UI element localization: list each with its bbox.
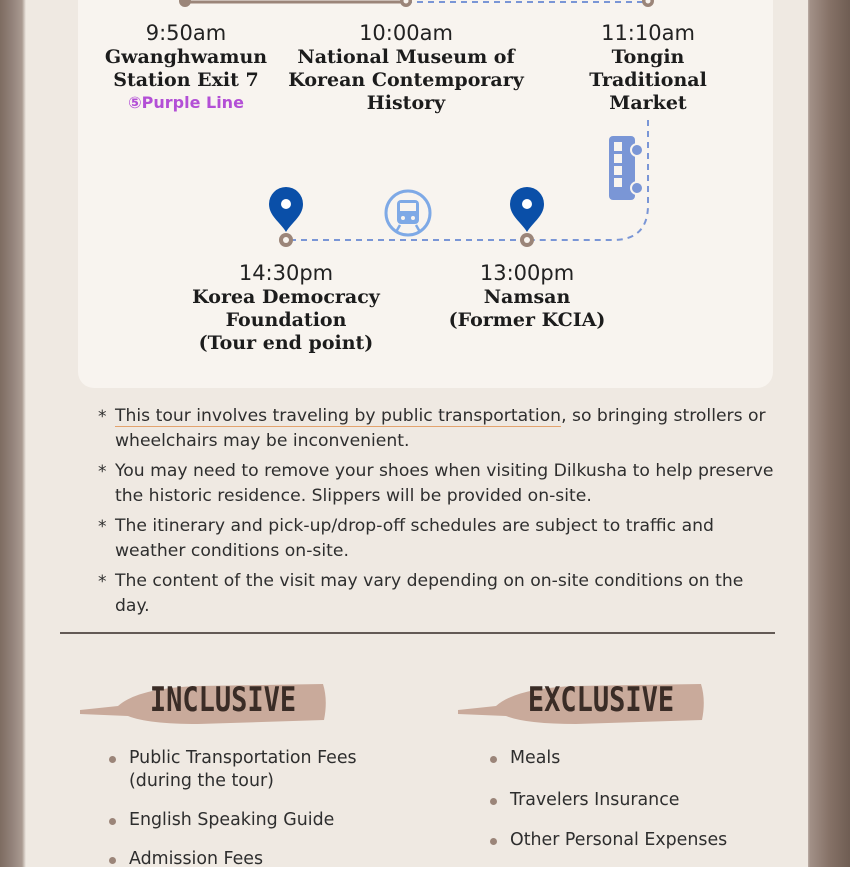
exclusive-item: Other Personal Expenses	[490, 829, 790, 852]
stop-name-line: Gwanghwamun	[104, 46, 268, 68]
note-item	[98, 569, 778, 619]
exclusive-banner	[456, 680, 706, 726]
stop-namsan	[449, 260, 606, 332]
section-divider	[60, 632, 775, 634]
stop-time: 14:30pm	[238, 261, 334, 285]
exclusive-item: Meals	[490, 747, 790, 770]
stop-time: 9:50am	[145, 21, 227, 45]
stop-name-line: History	[366, 92, 446, 114]
note-bullet: *	[98, 572, 107, 592]
subway-line-badge: ⑤Purple Line	[128, 93, 244, 112]
exclusive-list	[490, 747, 790, 852]
note-text: , so bringing strollers or wheelchairs may be inconvenient.	[115, 406, 766, 451]
stop-name-line: Foundation	[225, 309, 347, 331]
stop-name-line: Market	[609, 92, 687, 114]
bus-icon	[609, 136, 643, 200]
route-dot	[179, 0, 191, 7]
note-highlight: This tour involves traveling by public transportation	[115, 406, 562, 426]
stop-korea-democracy-foundation	[192, 260, 380, 355]
stop-name-line: Korean Contemporary	[288, 69, 524, 91]
stop-time: 11:10am	[601, 21, 695, 45]
stop-name-line: Station Exit 7	[113, 69, 259, 91]
stop-name-line: (Former KCIA)	[448, 309, 606, 331]
stop-name-line: Tongin	[611, 46, 685, 68]
inclusive-item: Admission Fees	[109, 848, 429, 871]
note-bullet: *	[98, 517, 107, 537]
stop-name-line: Traditional	[589, 69, 707, 91]
stop-name-line: National Museum of	[297, 46, 515, 68]
subway-train-icon	[386, 191, 430, 235]
stop-time: 13:00pm	[479, 261, 575, 285]
note-item	[98, 459, 778, 509]
exclusive-title: EXCLUSIVE	[527, 681, 675, 720]
stop-national-museum	[288, 20, 524, 115]
inclusive-title: INCLUSIVE	[149, 681, 297, 720]
stop-name-line: Namsan	[483, 286, 571, 308]
note-text: The content of the visit may vary depending on on-site conditions on the day.	[115, 571, 744, 616]
tour-notes	[98, 404, 778, 624]
note-bullet: *	[98, 407, 107, 427]
stop-name-line: (Tour end point)	[198, 332, 374, 354]
map-pin-icon	[510, 187, 544, 232]
note-text: The itinerary and pick-up/drop-off schedules are subject to traffic and weather conditions on-site.	[115, 516, 714, 561]
exclusive-item: Travelers Insurance	[490, 789, 790, 812]
stop-gwanghwamun	[105, 20, 267, 114]
inclusive-list	[109, 747, 429, 871]
note-item	[98, 514, 778, 564]
stop-tongin-market	[589, 20, 707, 115]
note-item	[98, 404, 778, 454]
stop-time: 10:00am	[359, 21, 453, 45]
inclusive-item: Public Transportation Fees (during the tour)	[109, 747, 429, 793]
note-bullet: *	[98, 462, 107, 482]
note-text: You may need to remove your shoes when visiting Dilkusha to help preserve the historic residence. Slippers will be provided on-site.	[115, 461, 774, 506]
inclusive-item: English Speaking Guide	[109, 809, 429, 832]
inclusive-banner	[78, 680, 328, 726]
stop-name-line: Korea Democracy	[192, 286, 380, 308]
map-pin-icon	[269, 187, 303, 232]
